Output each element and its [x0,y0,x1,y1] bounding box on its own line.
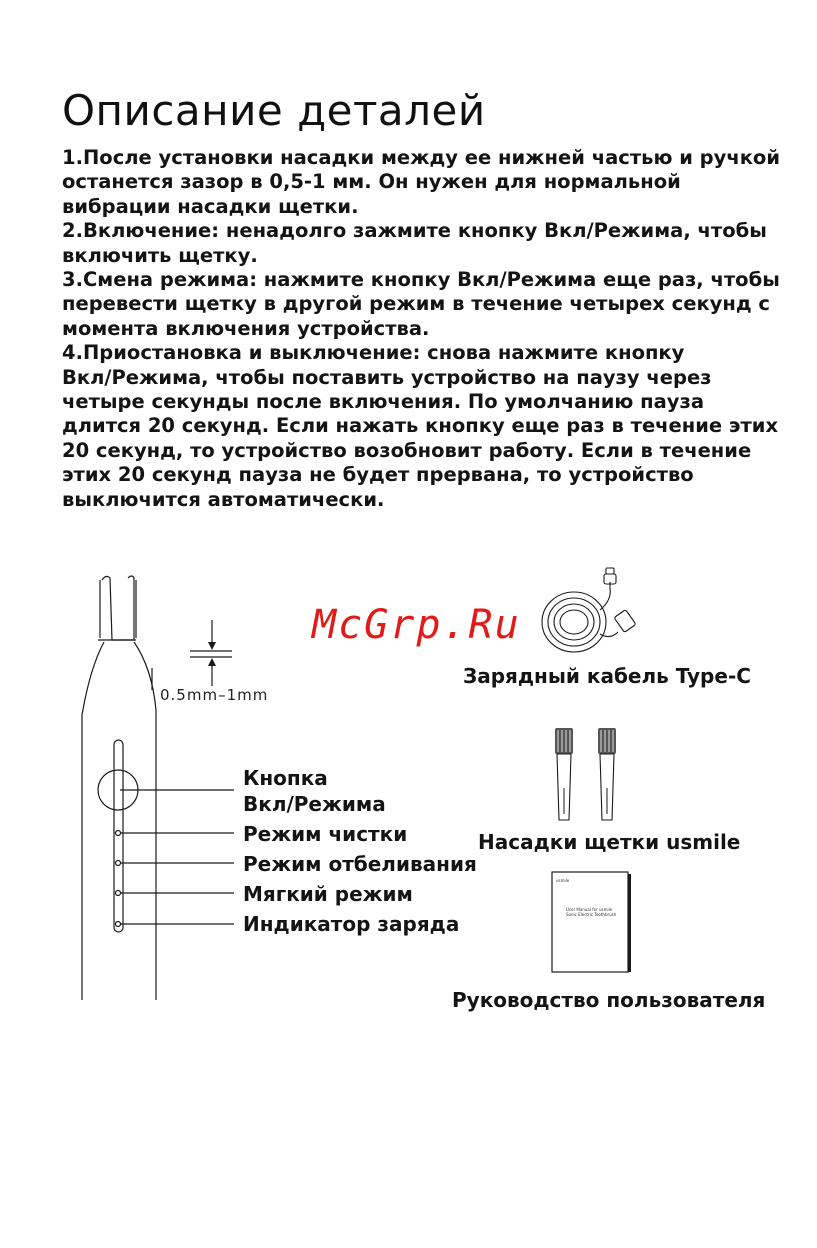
instruction-line: 3.Смена режима: нажмите кнопку Вкл/Режима еще раз, чтобы [62,268,780,292]
instruction-line: 4.Приостановка и выключение: снова нажмите кнопку [62,341,685,365]
callout-button-line1: Кнопка [243,766,328,790]
instruction-line: 1.После установки насадки между ее нижней частью и ручкой [62,146,780,169]
gap-label: 0.5mm–1mm [160,686,269,704]
instruction-line: 20 секунд, то устройство возобновит работу. Если в течение [62,438,752,462]
instruction-line: 2.Включение: ненадолго зажмите кнопку Вкл/Режима, чтобы [62,219,767,243]
instruction-line: четыре секунды после включения. По умолчанию пауза [62,390,704,414]
manual-cover-line-1: User Manual for usmile [566,907,613,912]
callout-lines [120,790,234,924]
instruction-line: перевести щетку в другой режим в течение четырех секунд с [62,292,770,316]
instruction-line: момента включения устройства. [62,316,430,340]
instruction-line: этих 20 секунд пауза не будет прервана, то устройство [62,463,694,487]
instruction-line: длится 20 секунд. Если нажать кнопку еще раз в течение этих [62,414,779,438]
type-c-cable-illustration [542,568,636,652]
label-user-manual: Руководство пользователя [452,988,766,1012]
label-brush-heads: Насадки щетки usmile [478,830,741,854]
callout-button-line2: Вкл/Режима [243,792,386,816]
instruction-line: Вкл/Режима, чтобы поставить устройство на паузу через [62,365,712,389]
instructions-text [62,146,780,512]
watermark: McGrp.Ru [312,602,521,648]
page-title: Описание деталей [62,86,486,135]
manual-cover-line-2: Sonic Electric Toothbrush [566,912,617,917]
callout-soft-mode: Мягкий режим [243,882,413,906]
toothbrush-illustration [82,576,232,1000]
instruction-line: останется зазор в 0,5-1 мм. Он нужен для нормальной [62,170,681,194]
user-manual-illustration [552,872,631,972]
callout-whitening-mode: Режим отбеливания [243,852,477,876]
instruction-line: выключится автоматически. [62,487,385,511]
callout-clean-mode: Режим чистки [243,822,408,846]
brush-heads-illustration [555,728,616,820]
manual-logo: usmile [556,878,570,883]
label-charging-cable: Зарядный кабель Type-C [463,664,751,688]
instruction-line: включить щетку. [62,243,258,267]
callout-charge-indicator: Индикатор заряда [243,912,460,936]
instruction-line: вибрации насадки щетки. [62,194,359,218]
